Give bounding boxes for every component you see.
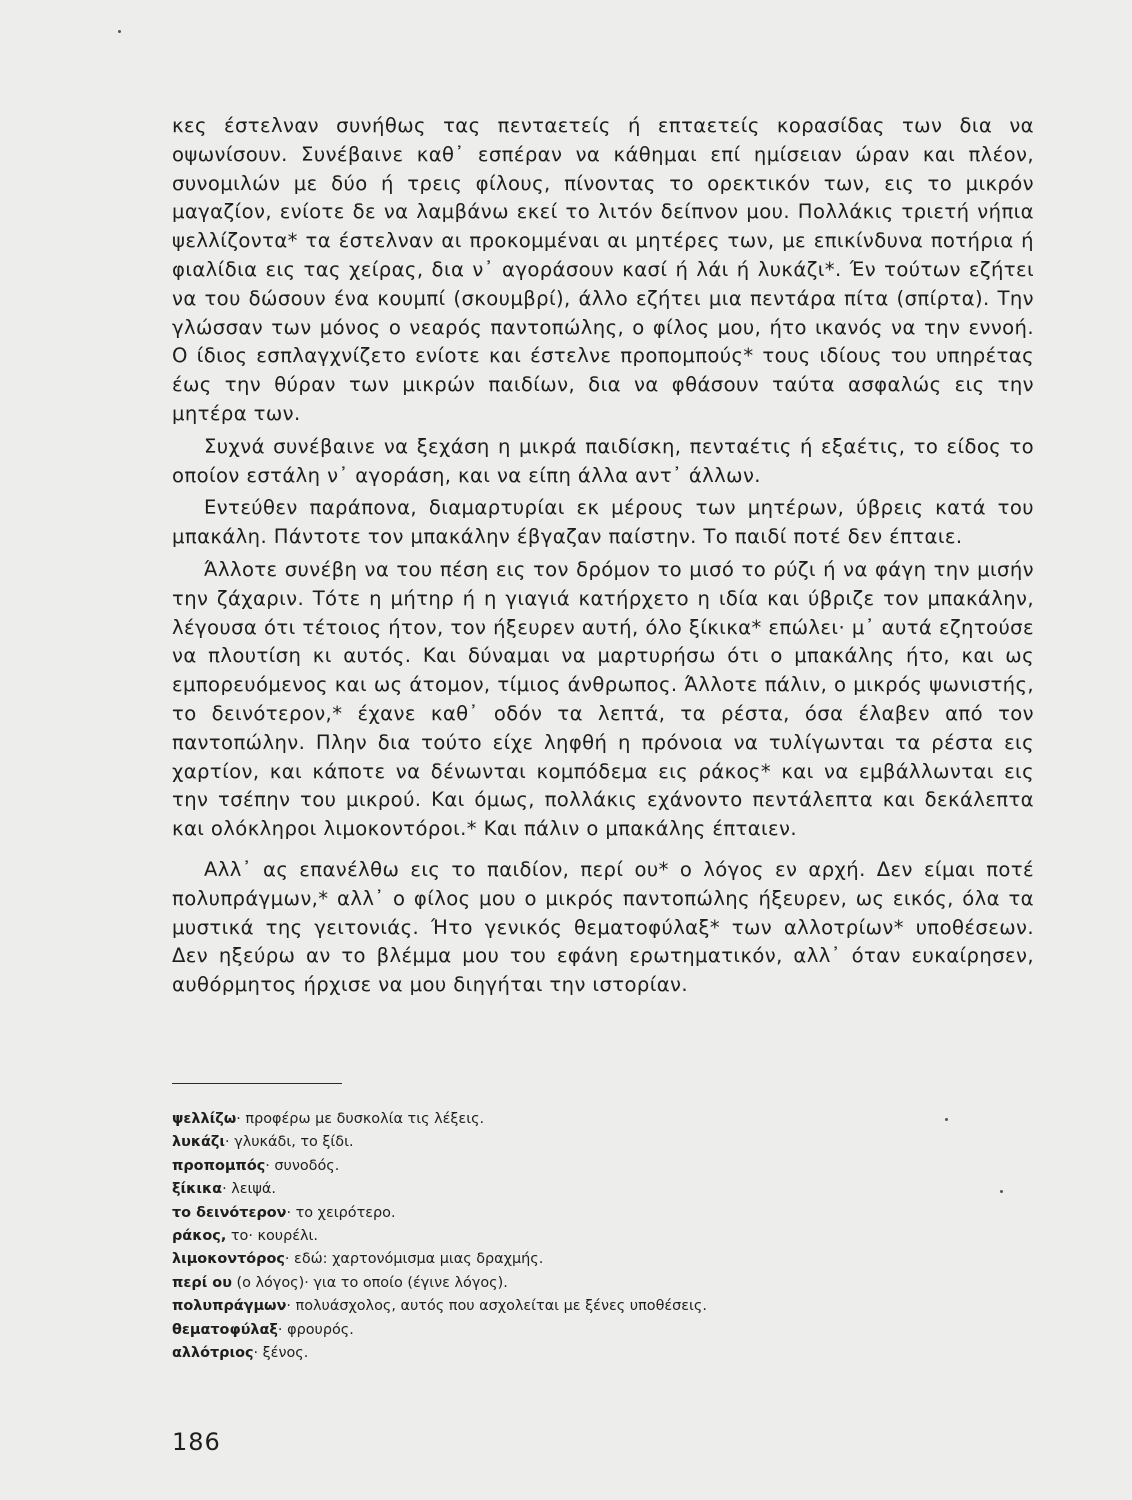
glossary-entry: λυκάζι· γλυκάδι, το ξίδι. [172,1134,354,1151]
paragraph-5: Αλλ᾽ ας επανέλθω εις το παιδίον, περί ου* ο λόγος εν αρχή. Δεν είμαι ποτέ πολυπράγμων,* αλλ᾽ ο φίλος μου ο μικρός παντοπώλης ήξευρεν, ως εικός, όλα τα μυστικά της γειτονιάς. Ήτο γενικός θεματοφύλαξ* των αλλοτρίων* υποθέσεων. Δεν ηξεύρω αν το βλέμμα μου του εφάνη ερωτηματικόν, αλλ᾽ όταν ευκαίρησεν, αυθόρμητος ήρχισε να μου διηγήται την ιστορίαν. [172,857,1034,997]
main-text [172,112,1034,1004]
glossary-definition: λειψά. [226,1181,276,1198]
glossary-definition: γλυκάδι, το ξίδι. [229,1134,354,1151]
paragraph-4: Άλλοτε συνέβη να του πέση εις τον δρόμον το μισό το ρύζι ή να φάγη την μισήν την ζάχαριν. Τότε η μήτηρ ή η γιαγιά κατήρχετο η ιδία και ύβριζε τον μπακάλην, λέγουσα ότι τέτοιος ήτον, τον ήξευρεν αυτή, όλο ξίκικα* επώλει· μ᾽ αυτά εζητούσε να πλουτίση κι αυτός. Και δύναμαι να μαρτυρήσω ότι ο μπακάλης ήτο, και ως εμπορευόμενος και ως άτομον, τίμιος άνθρωπος. Άλλοτε πάλιν, ο μικρός ψωνιστής, το δεινότερον,* έχανε καθ᾽ οδόν τα λεπτά, τα ρέστα, όσα έλαβεν από τον παντοπώλην. Πλην δια τούτο είχε ληφθή η πρόνοια να τυλίγωνται τα ρέστα εις χαρτίον, και κάποτε να δένωνται κομπόδεμα εις ράκος* και να εμβάλλωνται εις την τσέπην του μικρού. Και όμως, πολλάκις εχάνοντο πεντάλεπτα και δεκάλεπτα και ολόκληροι λιμοκοντόροι.* Και πάλιν ο μπακάλης έπταιεν. [172,557,1034,841]
glossary-definition: το· κουρέλι. [226,1228,318,1245]
glossary-entry: προπομπός· συνοδός. [172,1157,340,1174]
glossary-term: το δεινότερον [172,1204,287,1221]
footnote-divider [172,1083,342,1084]
glossary-definition: (ο λόγος)· για το οποίο (έγινε λόγος). [231,1274,508,1291]
glossary-definition: πολυάσχολος, αυτός που ασχολείται με ξένες υποθέσεις. [290,1298,707,1315]
glossary-term: αλλότριος [172,1345,254,1362]
glossary [172,1108,932,1365]
glossary-definition: ξένος. [258,1345,309,1362]
glossary-entry: αλλότριος· ξένος. [172,1345,309,1362]
glossary-term: ράκος, [172,1228,227,1245]
glossary-term: λυκάζι [172,1134,226,1151]
glossary-entry: ψελλίζω· προφέρω με δυσκολία τις λέξεις. [172,1111,485,1127]
glossary-definition: εδώ: χαρτονόμισμα μιας δραχμής. [289,1251,544,1268]
glossary-term: πολυπράγμων [172,1298,287,1315]
glossary-term: θεματοφύλαξ [172,1321,278,1338]
glossary-term: ξίκικα [172,1181,223,1198]
glossary-entry: το δεινότερον· το χειρότερο. [172,1204,396,1221]
paper-speck [118,30,121,33]
paragraph-3: Εντεύθεν παράπονα, διαμαρτυρίαι εκ μέρους των μητέρων, ύβρεις κατά του μπακάλη. Πάντοτε τον μπακάλην έβγαζαν παίστην. Το παιδί ποτέ δεν έπταιε. [172,496,1034,549]
glossary-term: ψελλίζω [172,1111,237,1127]
glossary-entry [172,1272,932,1295]
glossary-entry: ξίκικα· λειψά. [172,1181,276,1198]
paper-speck [1000,1190,1003,1193]
glossary-term: περί ου [172,1274,232,1291]
paragraph-1: κες έστελναν συνήθως τας πενταετείς ή επταετείς κορασίδας των δια να οψωνίσουν. Συνέβαινε καθ᾽ εσπέραν να κάθημαι επί ημίσειαν ώραν και πλέον, συνομιλών με δύο ή τρεις φίλους, πίνοντας το ορεκτικόν των, εις το μικρόν μαγαζίον, ενίοτε δε να λαμβάνω εκεί το λιτόν δείπνον μου. Πολλάκις τριετή νήπια ψελλίζοντα* τα έστελναν αι προκομμέναι αι μητέρες των, με επικίνδυνα ποτήρια ή φιαλίδια εις τας χείρας, δια ν᾽ αγοράσουν κασί ή λάι ή λυκάζι*. Έν τούτων εζήτει να του δώσουν ένα κουμπί (σκουμβρί), άλλο εζήτει μια πεντάρα πίτα (σπίρτα). Την γλώσσαν των μόνος ο νεαρός παντοπώλης, ο φίλος μου, ήτο ικανός να την εννοή. Ο ίδιος εσπλαγχνίζετο ενίοτε και έστελνε προπομπούς* τους ιδίους του υπηρέτας έως την θύραν των μικρών παιδίων, δια να φθάσουν ταύτα ασφαλώς εις την μητέρα των. [172,114,1034,425]
glossary-entry [172,1225,932,1248]
glossary-term: προπομπός [172,1157,266,1174]
page-number: 186 [172,1428,221,1456]
glossary-definition: το χειρότερο. [291,1204,396,1221]
glossary-definition: προφέρω με δυσκολία τις λέξεις. [240,1111,485,1127]
paragraph-2: Συχνά συνέβαινε να ξεχάση η μικρά παιδίσκη, πενταέτις ή εξαέτις, το είδος το οποίον εστάλη ν᾽ αγοράση, και να είπη άλλα αντ᾽ άλλων. [172,434,1034,487]
glossary-entry: πολυπράγμων· πολυάσχολος, αυτός που ασχολείται με ξένες υποθέσεις. [172,1298,707,1315]
glossary-definition: συνοδός. [269,1157,340,1174]
glossary-term: λιμοκοντόρος [172,1251,285,1268]
glossary-entry: θεματοφύλαξ· φρουρός. [172,1321,354,1338]
glossary-definition: φρουρός. [282,1321,354,1338]
paper-speck [945,1118,948,1121]
glossary-entry: λιμοκοντόρος· εδώ: χαρτονόμισμα μιας δραχμής. [172,1251,544,1268]
